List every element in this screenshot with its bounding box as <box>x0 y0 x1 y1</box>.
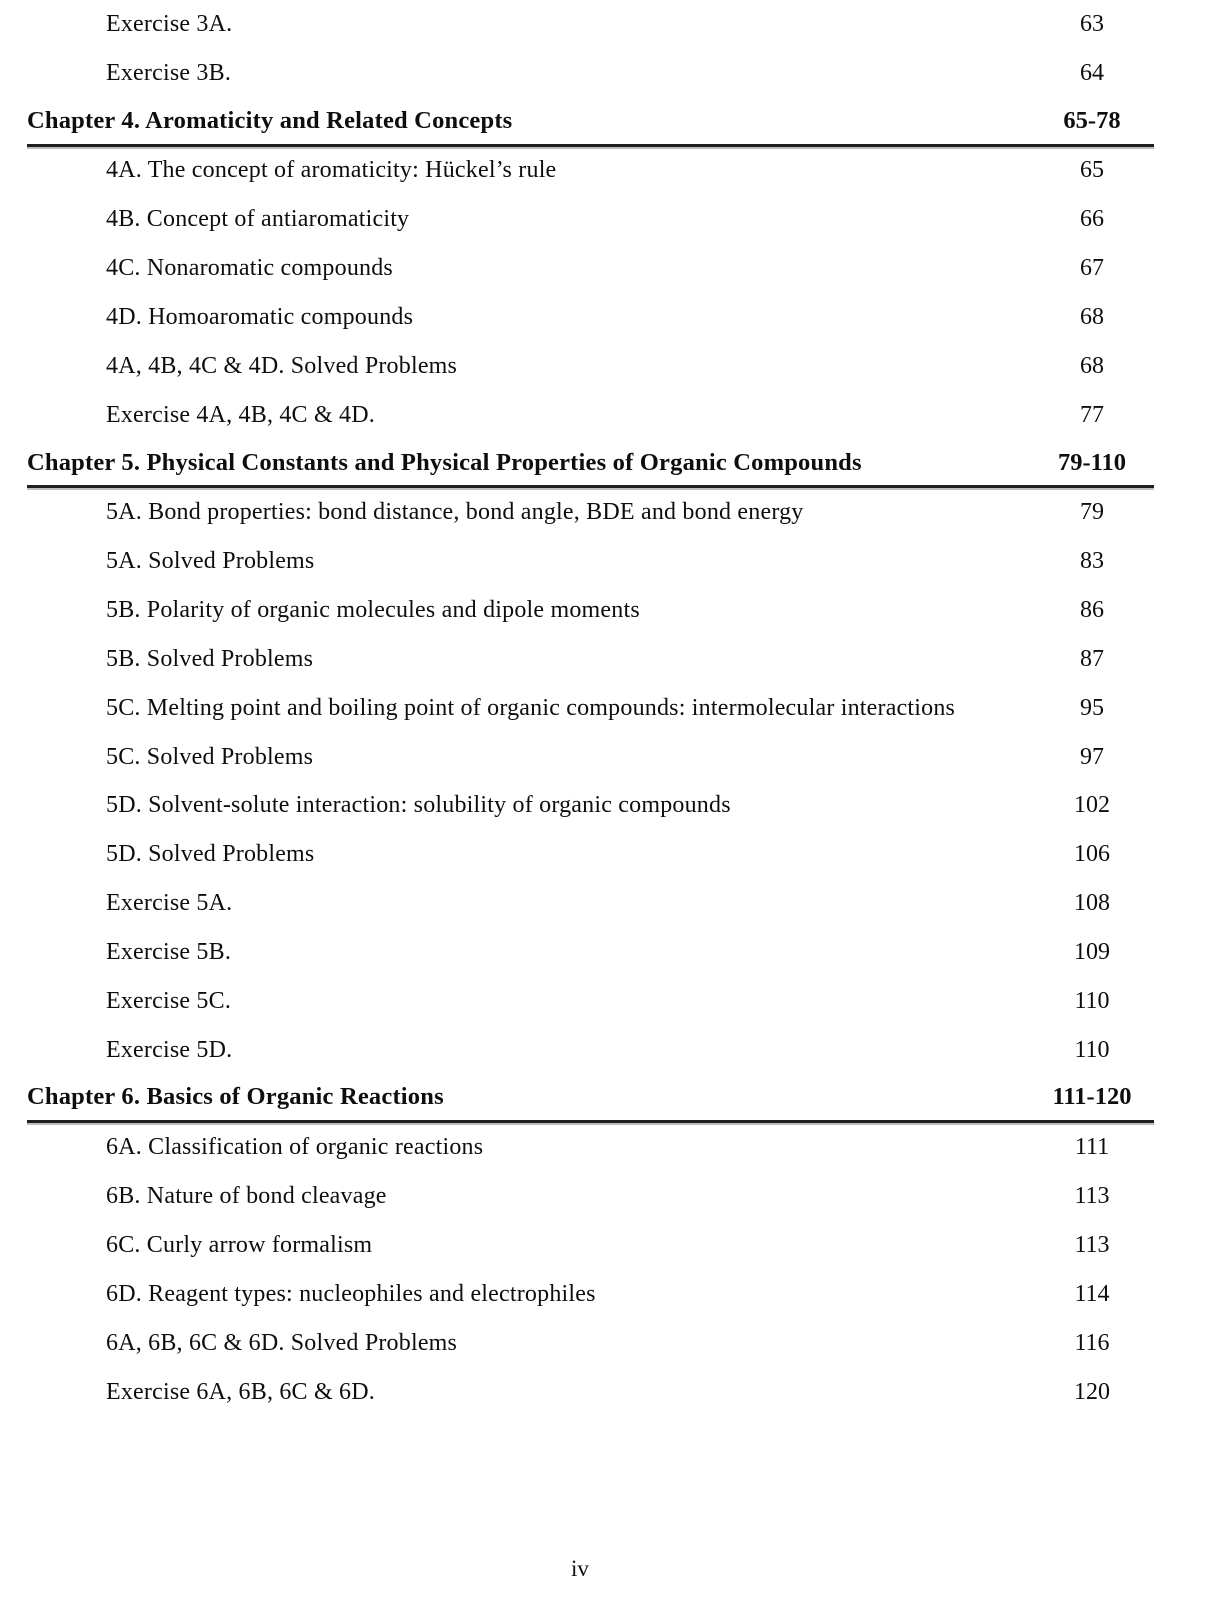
toc-entry-title: Exercise 6A, 6B, 6C & 6D. <box>106 1378 375 1405</box>
toc-entry-title: Exercise 5A. <box>106 890 233 917</box>
toc-entry-title: 6D. Reagent types: nucleophiles and electrophiles <box>106 1280 596 1307</box>
toc-entry-title: 4A. The concept of aromaticity: Hückel’s rule <box>106 157 557 184</box>
toc-entry-page-number: 63 <box>1080 10 1104 37</box>
toc-entry-row <box>27 293 1154 342</box>
toc-entry-title: 6A. Classification of organic reactions <box>106 1134 484 1161</box>
toc-entry-title: 5D. Solved Problems <box>106 841 315 868</box>
toc-entry-title: 4B. Concept of antiaromaticity <box>106 206 410 233</box>
toc-entry-title: Exercise 5C. <box>106 987 232 1014</box>
toc-entry-page-number: 110 <box>1074 1036 1110 1063</box>
toc-entry-title: 6C. Curly arrow formalism <box>106 1232 373 1259</box>
toc-entry-row <box>27 782 1154 831</box>
toc-entry-row <box>27 342 1154 391</box>
toc-entry-row <box>27 0 1154 49</box>
toc-entry-title: 5C. Melting point and boiling point of organic compounds: intermolecular interactions <box>106 694 956 721</box>
toc-entry-title: 5D. Solvent-solute interaction: solubility of organic compounds <box>106 792 731 819</box>
toc-chapter-row <box>27 1075 1154 1124</box>
toc-entry-row <box>27 1221 1154 1270</box>
toc-entry-title: 4A, 4B, 4C & 4D. Solved Problems <box>106 352 458 379</box>
toc-entry-page-number: 97 <box>1080 743 1104 770</box>
toc-entry-page-number: 95 <box>1080 694 1104 721</box>
toc-entry-row <box>27 635 1154 684</box>
toc-chapter-title: Chapter 5. Physical Constants and Physical Properties of Organic Compounds <box>27 448 862 476</box>
toc-entry-title: 5A. Solved Problems <box>106 548 315 575</box>
toc-entry-page-number: 83 <box>1080 548 1104 575</box>
toc-entry-page-number: 66 <box>1080 206 1104 233</box>
toc-entry-row <box>27 928 1154 977</box>
page-footer-number: iv <box>571 1556 589 1581</box>
toc-entry-row <box>27 879 1154 928</box>
toc-entry-page-number: 87 <box>1080 645 1104 672</box>
toc-chapter-title: Chapter 4. Aromaticity and Related Concepts <box>27 106 513 134</box>
toc-entry-row <box>27 684 1154 733</box>
toc-entry-page-number: 68 <box>1080 352 1104 379</box>
toc-entry-page-number: 114 <box>1074 1280 1110 1307</box>
toc-entry-page-number: 108 <box>1074 890 1110 917</box>
toc-entry-row <box>27 830 1154 879</box>
toc-entry-row <box>27 977 1154 1026</box>
toc-entry-row <box>27 586 1154 635</box>
toc-chapter-page-range: 65-78 <box>1063 106 1121 134</box>
toc-chapter-row <box>27 440 1154 489</box>
toc-entry-row <box>27 1368 1154 1417</box>
toc-entry-page-number: 102 <box>1074 792 1110 819</box>
toc-entry-row <box>27 244 1154 293</box>
toc-entry-title: 4D. Homoaromatic compounds <box>106 303 414 330</box>
toc-entry-title: 5C. Solved Problems <box>106 743 314 770</box>
toc-entry-page-number: 65 <box>1080 157 1104 184</box>
toc-entry-row <box>27 1319 1154 1368</box>
toc-entry-title: 5A. Bond properties: bond distance, bond angle, BDE and bond energy <box>106 499 804 526</box>
toc-entry-row <box>27 1270 1154 1319</box>
toc-entry-page-number: 67 <box>1080 255 1104 282</box>
toc-entry-page-number: 109 <box>1074 938 1110 965</box>
toc-entry-title: Exercise 5D. <box>106 1036 233 1063</box>
toc-entry-row <box>27 1026 1154 1075</box>
toc-entry-page-number: 79 <box>1080 499 1104 526</box>
toc-chapter-title: Chapter 6. Basics of Organic Reactions <box>27 1083 444 1111</box>
toc-entry-title: Exercise 3A. <box>106 10 233 37</box>
toc-entry-title: 4C. Nonaromatic compounds <box>106 255 393 282</box>
toc-chapter-row <box>27 98 1154 147</box>
toc-entry-row <box>27 391 1154 440</box>
toc-entry-page-number: 106 <box>1074 841 1110 868</box>
toc-chapter-page-range: 79-110 <box>1057 448 1127 476</box>
toc-entry-page-number: 111 <box>1074 1134 1110 1161</box>
toc-entry-page-number: 77 <box>1080 401 1104 428</box>
toc-entry-row <box>27 49 1154 98</box>
toc-entry-title: Exercise 5B. <box>106 938 232 965</box>
toc-entry-row <box>27 733 1154 782</box>
toc-entry-row <box>27 1123 1154 1172</box>
toc-entry-title: 5B. Polarity of organic molecules and dipole moments <box>106 597 640 624</box>
toc-entry-title: 6A, 6B, 6C & 6D. Solved Problems <box>106 1329 458 1356</box>
toc-entry-page-number: 68 <box>1080 303 1104 330</box>
toc-entry-row <box>27 1172 1154 1221</box>
toc-chapter-page-range: 111-120 <box>1052 1083 1132 1111</box>
toc-entry-page-number: 113 <box>1074 1232 1110 1259</box>
toc-entry-title: Exercise 4A, 4B, 4C & 4D. <box>106 401 375 428</box>
toc-entry-page-number: 120 <box>1074 1378 1110 1405</box>
toc-entry-page-number: 110 <box>1074 987 1110 1014</box>
toc-entry-row <box>27 147 1154 196</box>
toc-entry-page-number: 113 <box>1074 1183 1110 1210</box>
toc-entry-page-number: 64 <box>1080 59 1104 86</box>
toc-entry-page-number: 86 <box>1080 597 1104 624</box>
toc-entry-row <box>27 488 1154 537</box>
toc-entry-title: 5B. Solved Problems <box>106 645 314 672</box>
toc-entry-title: 6B. Nature of bond cleavage <box>106 1183 387 1210</box>
toc-entry-page-number: 116 <box>1074 1329 1110 1356</box>
toc-entry-title: Exercise 3B. <box>106 59 232 86</box>
toc-entry-row <box>27 537 1154 586</box>
toc-entry-row <box>27 195 1154 244</box>
